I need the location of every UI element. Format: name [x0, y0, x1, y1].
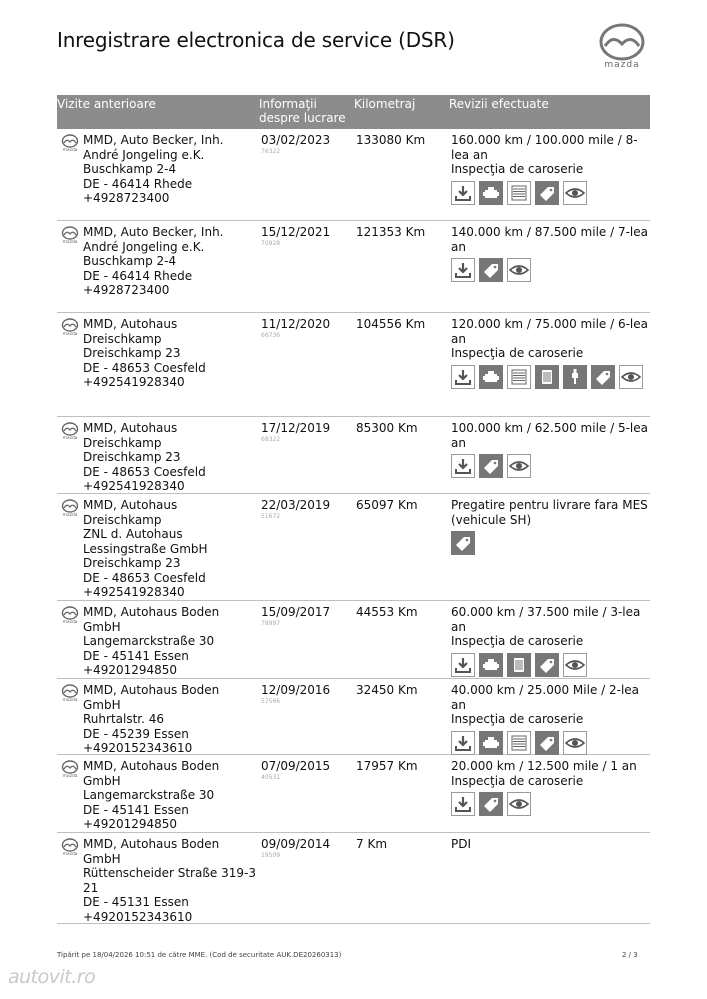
dealer-line: +4920152343610	[83, 909, 193, 924]
dealer-line: DE - 45239 Essen	[83, 726, 189, 741]
service-date: 03/02/2023	[261, 133, 331, 147]
service-icons	[451, 653, 650, 677]
svg-text:mazda: mazda	[62, 240, 78, 244]
dealer-address	[83, 133, 258, 206]
dealer-line: +492541928340	[83, 585, 185, 599]
dealer-line: +4920152343610	[83, 741, 193, 755]
revision-line: 60.000 km / 37.500 mile / 3-lea an	[451, 605, 641, 634]
service-icons	[451, 731, 650, 755]
revisions-performed	[451, 837, 650, 852]
mazda-dealer-icon	[60, 838, 82, 860]
table-row	[57, 417, 650, 494]
download-icon	[451, 258, 475, 282]
dealer-line: Ruhrtalstr. 46	[83, 712, 165, 726]
service-date: 22/03/2019	[261, 498, 331, 512]
svg-text:mazda: mazda	[62, 332, 78, 336]
mazda-dealer-icon	[60, 318, 82, 340]
dealer-line: MMD, Autohaus Boden GmbH	[83, 759, 220, 788]
revision-line: 120.000 km / 75.000 mile / 6-lea an	[451, 317, 648, 346]
dealer-line: MMD, Autohaus Dreischkamp	[83, 498, 178, 527]
eye-icon	[563, 731, 587, 755]
table-row	[57, 755, 650, 833]
filter-icon	[507, 181, 531, 205]
download-icon	[451, 181, 475, 205]
cylinder-filter-icon	[535, 365, 559, 389]
table-row	[57, 221, 650, 313]
dealer-line: MMD, Autohaus Boden GmbH	[83, 683, 220, 712]
dealer-line: MMD, Autohaus Dreischkamp	[83, 421, 178, 450]
revisions-performed	[451, 317, 650, 389]
dealer-address	[83, 837, 258, 924]
page-number: 2 / 3	[622, 951, 638, 959]
page-title: Inregistrare electronica de service (DSR)	[57, 28, 455, 52]
dealer-address	[83, 759, 258, 832]
dealer-line: MMD, Autohaus Dreischkamp	[83, 317, 178, 346]
mazda-emblem-icon	[593, 22, 651, 62]
revision-line: 140.000 km / 87.500 mile / 7-lea an	[451, 225, 648, 254]
work-order-code: 19509	[261, 852, 281, 859]
mazda-dealer-icon	[60, 606, 82, 628]
service-icons	[451, 365, 650, 389]
service-date: 17/12/2019	[261, 421, 331, 435]
mazda-dealer-icon	[60, 684, 82, 706]
mazda-dealer-icon	[60, 226, 82, 248]
engine-icon	[479, 365, 503, 389]
download-icon	[451, 454, 475, 478]
eye-icon	[563, 181, 587, 205]
dealer-line: DE - 46414 Rhede	[83, 176, 193, 191]
svg-text:mazda: mazda	[62, 852, 78, 856]
dealer-address	[83, 225, 258, 298]
header-km: Kilometraj	[354, 97, 416, 111]
engine-icon	[479, 181, 503, 205]
service-date: 15/12/2021	[261, 225, 331, 239]
revisions-performed	[451, 605, 650, 677]
service-icons	[451, 531, 650, 555]
svg-text:mazda: mazda	[62, 774, 78, 778]
dealer-line: Dreischkamp 23	[83, 450, 181, 464]
service-icons	[451, 258, 650, 282]
mileage: 17957 Km	[356, 759, 418, 773]
work-order-code: 51672	[261, 513, 281, 520]
service-table	[57, 129, 650, 924]
dealer-address	[83, 317, 258, 390]
mileage: 7 Km	[356, 837, 388, 851]
revisions-performed	[451, 421, 650, 478]
mileage: 104556 Km	[356, 317, 426, 331]
table-row	[57, 601, 650, 679]
svg-text:mazda: mazda	[62, 620, 78, 624]
tag-icon	[479, 258, 503, 282]
tag-icon	[451, 531, 475, 555]
dealer-line: +492541928340	[83, 479, 185, 493]
dealer-line: DE - 45131 Essen	[83, 895, 189, 909]
download-icon	[451, 792, 475, 816]
dealer-line: ZNL d. Autohaus Lessingstraße GmbH	[83, 527, 208, 556]
revisions-performed	[451, 133, 650, 205]
cylinder-filter-icon	[507, 653, 531, 677]
dealer-line: DE - 45141 Essen	[83, 648, 189, 663]
eye-icon	[507, 454, 531, 478]
filter-icon	[507, 731, 531, 755]
dealer-line: MMD, Autohaus Boden GmbH	[83, 605, 220, 634]
dealer-line: +4928723400	[83, 283, 170, 297]
table-row	[57, 494, 650, 601]
dealer-line: DE - 45141 Essen	[83, 802, 189, 817]
table-row	[57, 833, 650, 924]
dealer-line: DE - 48653 Coesfeld	[83, 464, 206, 479]
dealer-line: Langemarckstraße 30	[83, 788, 215, 802]
table-header	[57, 95, 650, 129]
revision-line: Inspecţia de caroserie	[451, 634, 584, 648]
header-info: Informaţii despre lucrare	[259, 97, 346, 125]
work-order-code: 70928	[261, 240, 281, 247]
dealer-line: Rüttenscheider Straße 319-3 21	[83, 866, 256, 895]
download-icon	[451, 731, 475, 755]
dealer-line: DE - 48653 Coesfeld	[83, 360, 206, 375]
svg-text:mazda: mazda	[62, 513, 78, 517]
revisions-performed	[451, 759, 650, 816]
service-date: 07/09/2015	[261, 759, 331, 773]
dealer-line: +492541928340	[83, 375, 185, 389]
print-footer: Tipărit pe 18/04/2026 10:51 de către MME. (Cod de securitate AUK.DE20260313)	[57, 951, 342, 959]
dealer-line: DE - 48653 Coesfeld	[83, 570, 206, 585]
revision-line: 40.000 km / 25.000 Mile / 2-lea an	[451, 683, 640, 712]
work-order-code: 40531	[261, 774, 281, 781]
service-icons	[451, 792, 650, 816]
tag-icon	[535, 181, 559, 205]
service-date: 12/09/2016	[261, 683, 331, 697]
mazda-dealer-icon	[60, 499, 82, 521]
header-revisions: Revizii efectuate	[449, 97, 549, 111]
logo-wordmark: mazda	[604, 60, 640, 70]
table-row	[57, 679, 650, 755]
revisions-performed	[451, 683, 650, 755]
dealer-line: MMD, Auto Becker, Inh. André Jongeling e.K.	[83, 225, 224, 254]
mileage: 133080 Km	[356, 133, 426, 147]
tag-icon	[479, 454, 503, 478]
svg-text:mazda: mazda	[62, 436, 78, 440]
work-order-code: 78997	[261, 620, 281, 627]
dealer-line: Buschkamp 2-4	[83, 254, 177, 268]
dealer-address	[83, 421, 258, 494]
dealer-line: MMD, Autohaus Boden GmbH	[83, 837, 220, 866]
revisions-performed	[451, 498, 650, 555]
table-row	[57, 129, 650, 221]
mileage: 85300 Km	[356, 421, 418, 435]
header-visits: Vizite anterioare	[57, 97, 156, 111]
engine-icon	[479, 653, 503, 677]
mazda-logo	[593, 22, 651, 74]
work-order-code: 57566	[261, 698, 281, 705]
dealer-line: +4928723400	[83, 191, 170, 205]
mazda-dealer-icon	[60, 422, 82, 444]
mileage: 44553 Km	[356, 605, 418, 619]
dealer-line: +49201294850	[83, 817, 178, 831]
eye-icon	[619, 365, 643, 389]
eye-icon	[507, 258, 531, 282]
work-order-code: 76322	[261, 148, 281, 155]
revision-line: PDI	[451, 837, 472, 851]
work-order-code: 68322	[261, 436, 281, 443]
download-icon	[451, 653, 475, 677]
dealer-address	[83, 683, 258, 756]
mazda-dealer-icon	[60, 134, 82, 156]
revision-line: Inspecţia de caroserie	[451, 712, 584, 726]
service-date: 15/09/2017	[261, 605, 331, 619]
svg-text:mazda: mazda	[62, 698, 78, 702]
dealer-line: +49201294850	[83, 663, 178, 677]
revision-line: Inspecţia de caroserie	[451, 346, 584, 360]
engine-icon	[479, 731, 503, 755]
service-icons	[451, 181, 650, 205]
service-icons	[451, 454, 650, 478]
dealer-address	[83, 605, 258, 678]
tag-icon	[479, 792, 503, 816]
dealer-line: MMD, Auto Becker, Inh. André Jongeling e.K.	[83, 133, 224, 162]
work-order-code: 66736	[261, 332, 281, 339]
dealer-line: Buschkamp 2-4	[83, 162, 177, 176]
spark-plug-icon	[563, 365, 587, 389]
tag-icon	[591, 365, 615, 389]
dealer-line: Dreischkamp 23	[83, 556, 181, 570]
dealer-line: DE - 46414 Rhede	[83, 268, 193, 283]
download-icon	[451, 365, 475, 389]
mileage: 65097 Km	[356, 498, 418, 512]
mileage: 121353 Km	[356, 225, 426, 239]
mazda-dealer-icon	[60, 760, 82, 782]
dealer-line: Dreischkamp 23	[83, 346, 181, 360]
revision-line: 20.000 km / 12.500 mile / 1 an	[451, 759, 637, 773]
svg-text:mazda: mazda	[62, 148, 78, 152]
revision-line: Inspecţia de caroserie	[451, 773, 584, 788]
dealer-line: Langemarckstraße 30	[83, 634, 215, 648]
service-date: 09/09/2014	[261, 837, 331, 851]
revision-line: 100.000 km / 62.500 mile / 5-lea an	[451, 421, 648, 450]
filter-icon	[507, 365, 531, 389]
eye-icon	[507, 792, 531, 816]
watermark: autovit.ro	[8, 966, 96, 988]
table-row	[57, 313, 650, 417]
revision-line: Pregatire pentru livrare fara MES (vehicule SH)	[451, 498, 648, 527]
eye-icon	[563, 653, 587, 677]
revisions-performed	[451, 225, 650, 282]
revision-line: Inspecţia de caroserie	[451, 162, 584, 176]
revision-line: 160.000 km / 100.000 mile / 8-lea an	[451, 133, 638, 162]
tag-icon	[535, 731, 559, 755]
mileage: 32450 Km	[356, 683, 418, 697]
dealer-address	[83, 498, 258, 600]
tag-icon	[535, 653, 559, 677]
service-date: 11/12/2020	[261, 317, 331, 331]
